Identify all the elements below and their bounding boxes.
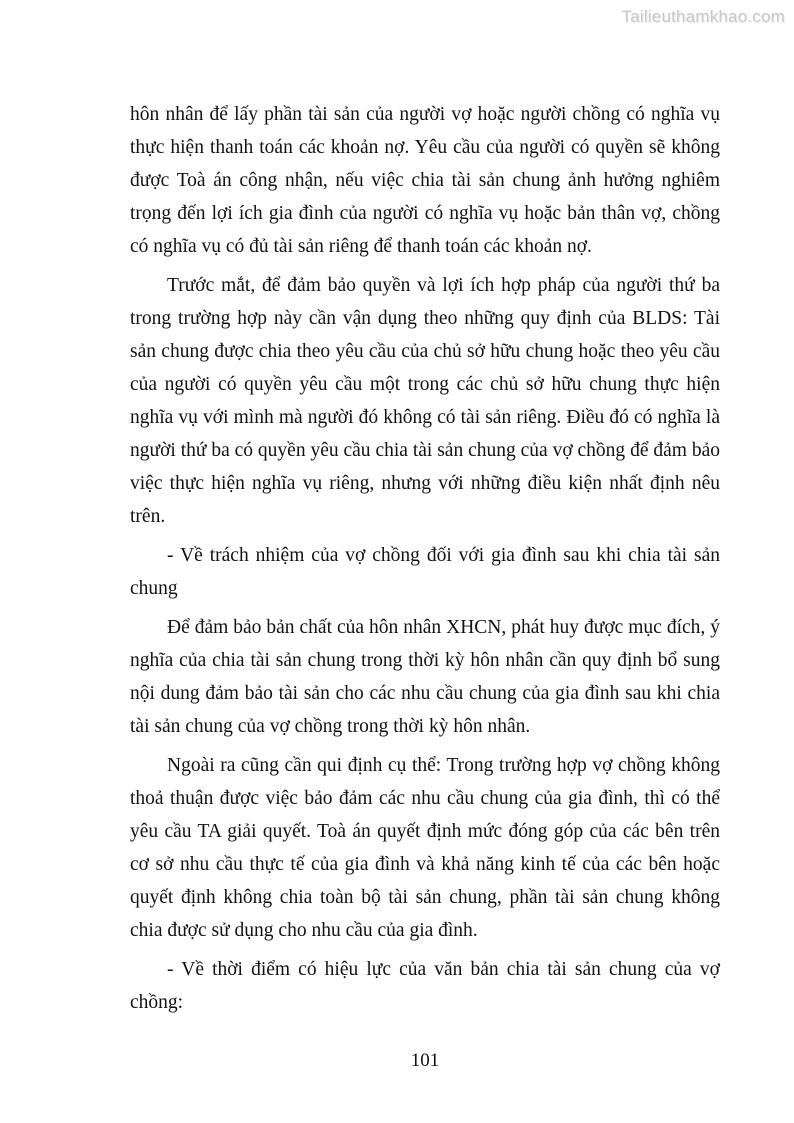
document-body	[130, 98, 720, 1025]
page-number: 101	[410, 1050, 440, 1071]
paragraph: Để đảm bảo bản chất của hôn nhân XHCN, phát huy được mục đích, ý nghĩa của chia tài sản chung trong thời kỳ hôn nhân cần quy định bổ sung nội dung đảm bảo tài sản cho các nhu cầu chung của gia đình sau khi chia tài sản chung của vợ chồng trong thời kỳ hôn nhân.	[130, 617, 720, 737]
paragraph-list-item: - Về thời điểm có hiệu lực của văn bản chia tài sản chung của vợ chồng:	[130, 959, 720, 1013]
watermark-text: Tailieuthamkhao.com	[621, 7, 785, 26]
paragraph-continuation: hôn nhân để lấy phần tài sản của người vợ hoặc người chồng có nghĩa vụ thực hiện thanh toán các khoản nợ. Yêu cầu của người có quyền sẽ không được Toà án công nhận, nếu việc chia tài sản chung ảnh hưởng nghiêm trọng đến lợi ích gia đình của người có nghĩa vụ hoặc bản thân vợ, chồng có nghĩa vụ có đủ tài sản riêng để thanh toán các khoản nợ.	[130, 104, 720, 257]
paragraph: Ngoài ra cũng cần qui định cụ thể: Trong trường hợp vợ chồng không thoả thuận được việc bảo đảm các nhu cầu chung của gia đình, thì có thể yêu cầu TA giải quyết. Toà án quyết định mức đóng góp của các bên trên cơ sở nhu cầu thực tế của gia đình và khả năng kinh tế của các bên hoặc quyết định không chia toàn bộ tài sản chung, phần tài sản chung không chia được sử dụng cho nhu cầu của gia đình.	[130, 755, 720, 941]
paragraph: Trước mắt, để đảm bảo quyền và lợi ích hợp pháp của người thứ ba trong trường hợp này cần vận dụng theo những quy định của BLDS: Tài sản chung được chia theo yêu cầu của chủ sở hữu chung hoặc theo yêu cầu của người có quyền yêu cầu một trong các chủ sở hữu chung thực hiện nghĩa vụ với mình mà người đó không có tài sản riêng. Điều đó có nghĩa là người thứ ba có quyền yêu cầu chia tài sản chung của vợ chồng để đảm bảo việc thực hiện nghĩa vụ riêng, nhưng với những điều kiện nhất định nêu trên.	[130, 275, 720, 527]
paragraph-list-item: - Về trách nhiệm của vợ chồng đối với gia đình sau khi chia tài sản chung	[130, 545, 720, 599]
